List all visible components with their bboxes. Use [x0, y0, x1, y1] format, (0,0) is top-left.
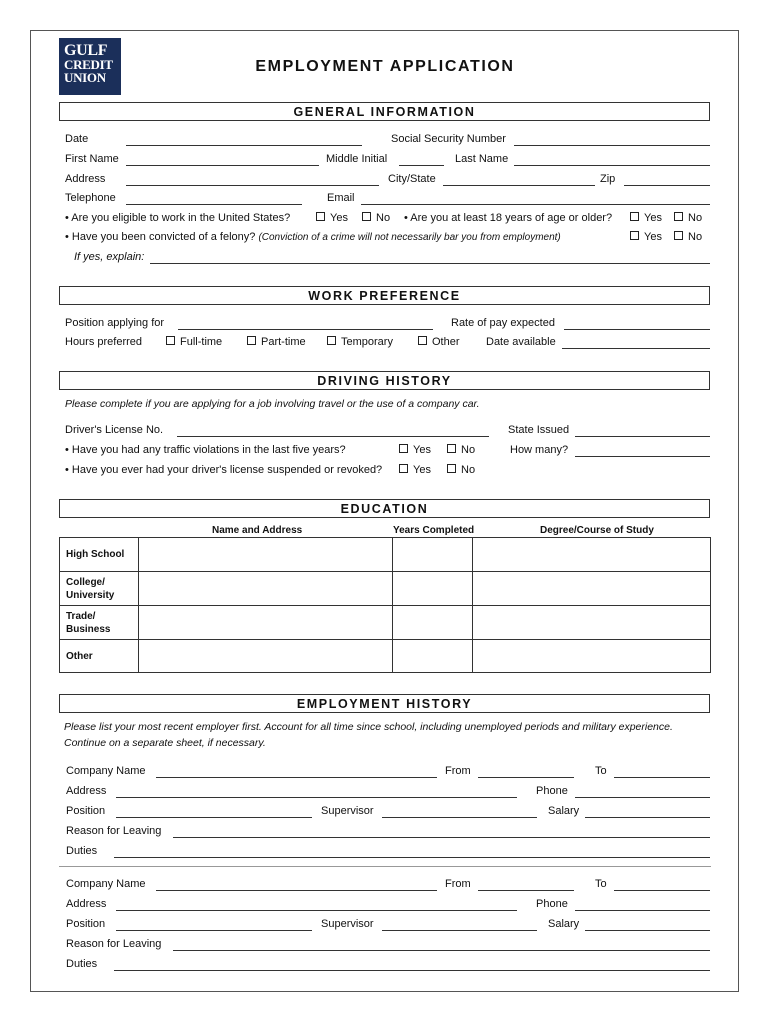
employer-address-label: Address — [66, 898, 107, 910]
other-checkbox[interactable]: Other — [418, 336, 460, 349]
duties-field[interactable] — [114, 970, 710, 971]
city-state-label: City/State — [388, 173, 436, 185]
to-label: To — [595, 765, 607, 777]
reason-leaving-field[interactable] — [173, 950, 710, 951]
gulf-credit-union-logo: GULF CREDIT UNION — [59, 38, 121, 95]
first-name-field[interactable] — [126, 165, 319, 166]
position-held-label: Position — [66, 918, 106, 930]
age-no-checkbox[interactable]: No — [674, 212, 702, 225]
checkbox-icon — [327, 336, 336, 345]
from-field[interactable] — [478, 890, 574, 891]
position-field[interactable] — [178, 329, 433, 330]
checkbox-icon — [447, 464, 456, 473]
checkbox-icon — [674, 231, 683, 240]
license-field[interactable] — [177, 436, 489, 437]
edu-cell-years[interactable] — [393, 606, 473, 640]
edu-col-name-address: Name and Address — [212, 525, 303, 536]
state-issued-field[interactable] — [575, 436, 710, 437]
suspended-no-checkbox[interactable]: No — [447, 464, 475, 477]
fulltime-checkbox[interactable]: Full-time — [166, 336, 222, 349]
from-field[interactable] — [478, 777, 574, 778]
edu-cell-name[interactable] — [139, 572, 393, 606]
checkbox-icon — [418, 336, 427, 345]
salary-field[interactable] — [585, 930, 710, 931]
checkbox-icon — [166, 336, 175, 345]
employer-address-field[interactable] — [116, 910, 517, 911]
employment-note-line1: Please list your most recent employer first. Account for all time since school, including unemployed periods and military experience. — [64, 721, 673, 733]
edu-col-degree: Degree/Course of Study — [540, 525, 654, 536]
position-held-field[interactable] — [116, 930, 312, 931]
middle-initial-label: Middle Initial — [326, 153, 388, 165]
hours-label: Hours preferred — [65, 336, 143, 348]
eligible-no-checkbox[interactable]: No — [362, 212, 390, 225]
address-label: Address — [65, 173, 106, 185]
duties-label: Duties — [66, 845, 98, 857]
checkbox-icon — [316, 212, 325, 221]
violations-no-checkbox[interactable]: No — [447, 444, 475, 457]
company-name-field[interactable] — [156, 777, 437, 778]
phone-field[interactable] — [575, 910, 710, 911]
section-education: EDUCATION — [59, 499, 710, 518]
edu-cell-degree[interactable] — [473, 640, 711, 673]
edu-cell-years[interactable] — [393, 572, 473, 606]
supervisor-label: Supervisor — [321, 805, 374, 817]
first-name-label: First Name — [65, 153, 119, 165]
date-field[interactable] — [126, 145, 362, 146]
to-label: To — [595, 878, 607, 890]
to-field[interactable] — [614, 890, 710, 891]
salary-field[interactable] — [585, 817, 710, 818]
education-table — [59, 537, 711, 673]
city-state-field[interactable] — [443, 185, 595, 186]
from-label: From — [445, 878, 471, 890]
telephone-label: Telephone — [65, 192, 116, 204]
eligible-question: • Are you eligible to work in the United States? — [65, 212, 291, 224]
how-many-field[interactable] — [575, 456, 710, 457]
suspended-question: • Have you ever had your driver's license suspended or revoked? — [65, 464, 383, 476]
checkbox-icon — [674, 212, 683, 221]
section-general-information: GENERAL INFORMATION — [59, 102, 710, 121]
ssn-field[interactable] — [514, 145, 710, 146]
if-yes-explain-label: If yes, explain: — [74, 251, 145, 263]
phone-label: Phone — [536, 785, 568, 797]
edu-cell-degree[interactable] — [473, 606, 711, 640]
rate-label: Rate of pay expected — [451, 317, 555, 329]
section-employment-history: EMPLOYMENT HISTORY — [59, 694, 710, 713]
employer-divider — [59, 866, 711, 867]
employment-note-line2: Continue on a separate sheet, if necessary. — [64, 737, 266, 749]
edu-row-label: High School — [60, 538, 139, 572]
checkbox-icon — [399, 464, 408, 473]
table-row — [60, 606, 711, 640]
date-available-label: Date available — [486, 336, 556, 348]
employer-address-field[interactable] — [116, 797, 517, 798]
checkbox-icon — [630, 212, 639, 221]
ssn-label: Social Security Number — [391, 133, 506, 145]
reason-leaving-field[interactable] — [173, 837, 710, 838]
salary-label: Salary — [548, 918, 580, 930]
how-many-label: How many? — [510, 444, 569, 456]
position-held-label: Position — [66, 805, 106, 817]
age-yes-checkbox[interactable]: Yes — [630, 212, 662, 225]
table-row — [60, 640, 711, 673]
supervisor-field[interactable] — [382, 817, 537, 818]
temporary-checkbox[interactable]: Temporary — [327, 336, 393, 349]
suspended-yes-checkbox[interactable]: Yes — [399, 464, 431, 477]
from-label: From — [445, 765, 471, 777]
eligible-yes-checkbox[interactable]: Yes — [316, 212, 348, 225]
last-name-field[interactable] — [514, 165, 710, 166]
rate-field[interactable] — [564, 329, 710, 330]
edu-cell-name[interactable] — [139, 538, 393, 572]
supervisor-label: Supervisor — [321, 918, 374, 930]
edu-cell-degree[interactable] — [473, 538, 711, 572]
page-title: EMPLOYMENT APPLICATION — [255, 58, 515, 75]
date-available-field[interactable] — [562, 348, 710, 349]
felony-no-checkbox[interactable]: No — [674, 231, 702, 244]
company-name-label: Company Name — [66, 878, 146, 890]
table-row — [60, 572, 711, 606]
middle-initial-field[interactable] — [399, 165, 444, 166]
zip-label: Zip — [600, 173, 616, 185]
to-field[interactable] — [614, 777, 710, 778]
date-label: Date — [65, 133, 89, 145]
company-name-field[interactable] — [156, 890, 437, 891]
edu-row-label: College/ University — [60, 572, 139, 606]
email-field[interactable] — [361, 204, 710, 205]
address-field[interactable] — [126, 185, 379, 186]
edu-cell-years[interactable] — [393, 538, 473, 572]
telephone-field[interactable] — [126, 204, 302, 205]
phone-field[interactable] — [575, 797, 710, 798]
duties-label: Duties — [66, 958, 98, 970]
position-held-field[interactable] — [116, 817, 312, 818]
violations-question: • Have you had any traffic violations in the last five years? — [65, 444, 346, 456]
salary-label: Salary — [548, 805, 580, 817]
parttime-checkbox[interactable]: Part-time — [247, 336, 306, 349]
edu-row-label: Other — [60, 640, 139, 673]
violations-yes-checkbox[interactable]: Yes — [399, 444, 431, 457]
table-row — [60, 538, 711, 572]
felony-yes-checkbox[interactable]: Yes — [630, 231, 662, 244]
felony-explain-field[interactable] — [150, 263, 710, 264]
checkbox-icon — [630, 231, 639, 240]
checkbox-icon — [399, 444, 408, 453]
company-name-label: Company Name — [66, 765, 146, 777]
edu-col-years-completed: Years Completed — [393, 525, 475, 536]
edu-cell-degree[interactable] — [473, 572, 711, 606]
state-issued-label: State Issued — [508, 424, 570, 436]
edu-cell-years[interactable] — [393, 640, 473, 673]
driving-note: Please complete if you are applying for a job involving travel or the use of a company car. — [65, 398, 480, 410]
phone-label: Phone — [536, 898, 568, 910]
zip-field[interactable] — [624, 185, 710, 186]
last-name-label: Last Name — [455, 153, 509, 165]
checkbox-icon — [447, 444, 456, 453]
section-driving-history: DRIVING HISTORY — [59, 371, 710, 390]
age-question: • Are you at least 18 years of age or older? — [404, 212, 613, 224]
position-label: Position applying for — [65, 317, 165, 329]
edu-cell-name[interactable] — [139, 606, 393, 640]
checkbox-icon — [247, 336, 256, 345]
reason-leaving-label: Reason for Leaving — [66, 825, 162, 837]
supervisor-field[interactable] — [382, 930, 537, 931]
edu-row-label: Trade/ Business — [60, 606, 139, 640]
license-label: Driver's License No. — [65, 424, 164, 436]
section-work-preference: WORK PREFERENCE — [59, 286, 710, 305]
reason-leaving-label: Reason for Leaving — [66, 938, 162, 950]
duties-field[interactable] — [114, 857, 710, 858]
checkbox-icon — [362, 212, 371, 221]
edu-cell-name[interactable] — [139, 640, 393, 673]
felony-question: • Have you been convicted of a felony? (Conviction of a crime will not necessarily bar you from employment) — [65, 231, 561, 243]
email-label: Email — [327, 192, 355, 204]
employer-address-label: Address — [66, 785, 107, 797]
